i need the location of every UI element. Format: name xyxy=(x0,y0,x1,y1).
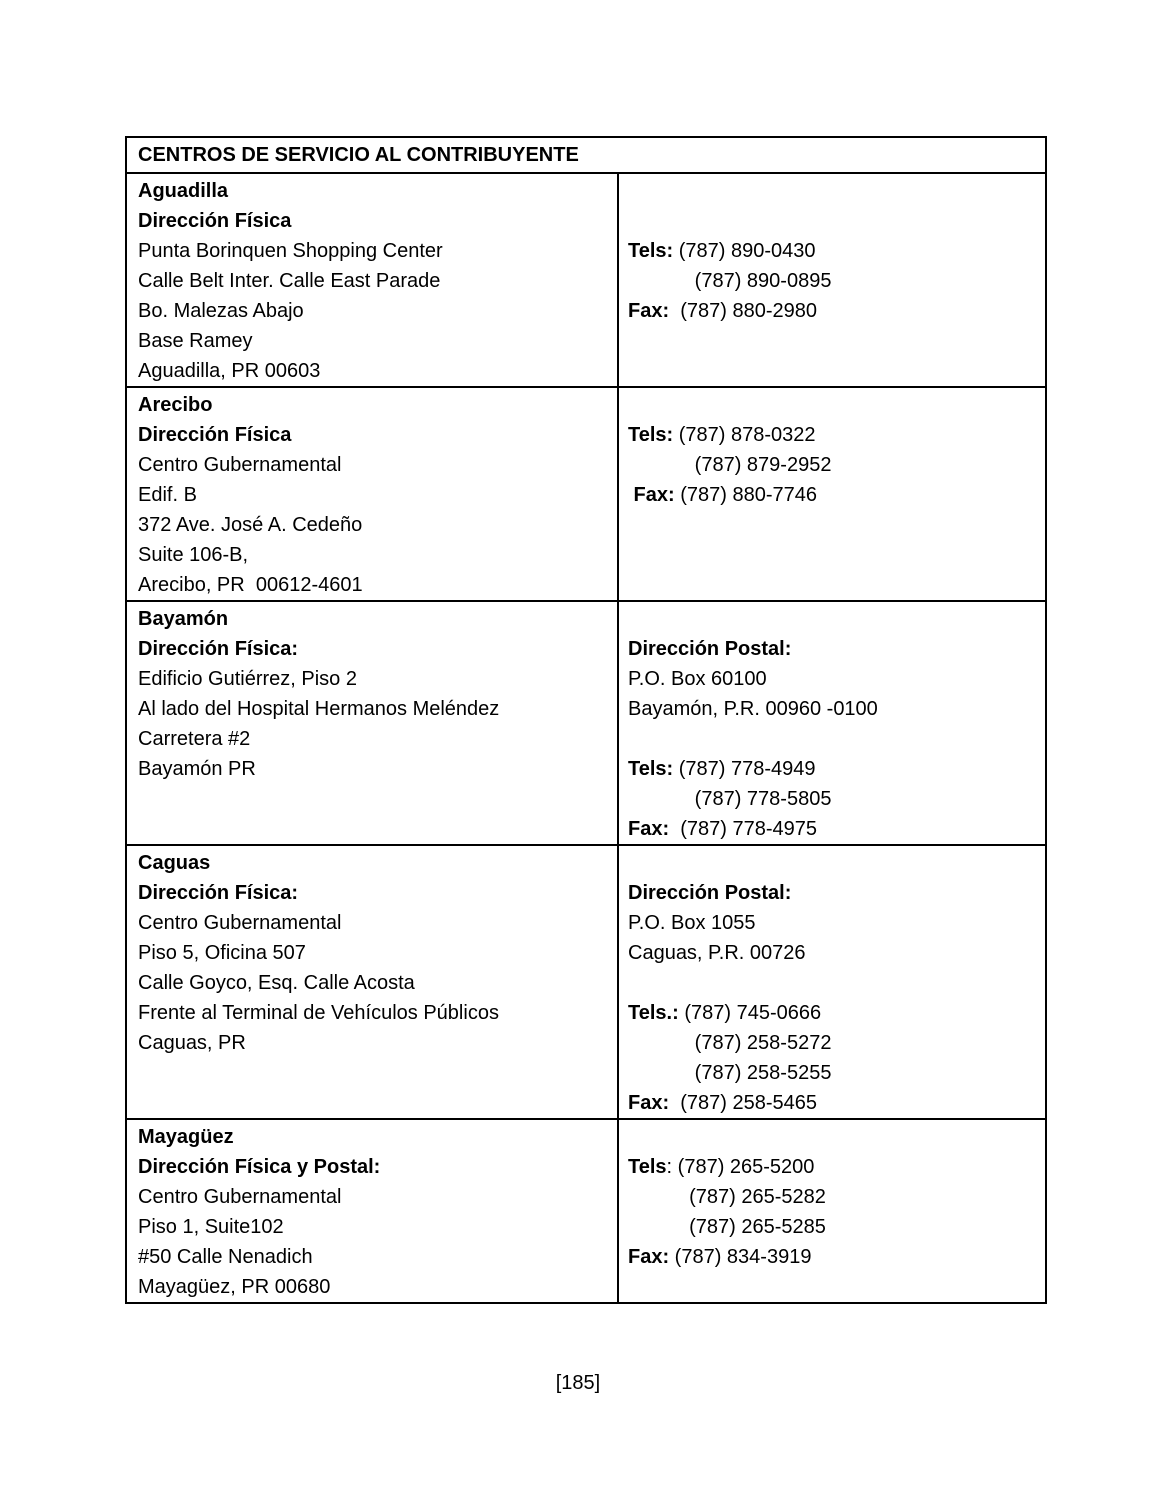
text-line: Base Ramey xyxy=(138,330,253,352)
bold-label: Fax: xyxy=(628,1246,670,1268)
text-line: Centro Gubernamental xyxy=(138,1186,342,1208)
text-line xyxy=(628,604,1037,634)
text-line: Piso 1, Suite102 xyxy=(138,1216,284,1238)
text-line xyxy=(628,878,1037,908)
text-line: Al lado del Hospital Hermanos Meléndez xyxy=(138,698,500,720)
text-line: Piso 5, Oficina 507 xyxy=(138,942,306,964)
bold-label: Dirección Postal: xyxy=(628,638,792,660)
bold-label: Tels.: xyxy=(628,1002,679,1024)
text-line: P.O. Box 1055 xyxy=(628,912,756,934)
text-line: Calle Goyco, Esq. Calle Acosta xyxy=(138,972,415,994)
text-line: Mayagüez, PR 00680 xyxy=(138,1276,331,1298)
contact-info-cell xyxy=(619,602,1045,844)
table-row xyxy=(127,388,1045,602)
text-line: Aguadilla, PR 00603 xyxy=(138,360,321,382)
physical-address-cell xyxy=(127,1120,619,1302)
table-title: CENTROS DE SERVICIO AL CONTRIBUYENTE xyxy=(127,138,1045,174)
text-line: (787) 258-5272 xyxy=(628,1032,832,1054)
text-line: (787) 778-5805 xyxy=(628,788,832,810)
text-line: Punta Borinquen Shopping Center xyxy=(138,240,443,262)
table-row xyxy=(127,174,1045,388)
text-line: Fax: (787) 258-5465 xyxy=(628,1092,818,1114)
text-line: (787) 265-5285 xyxy=(628,1216,826,1238)
bold-label: Fax: xyxy=(628,300,670,322)
text-line xyxy=(138,390,609,420)
text-line xyxy=(628,176,1037,206)
text-line xyxy=(138,634,609,664)
text-line xyxy=(138,878,609,908)
text-line: #50 Calle Nenadich xyxy=(138,1246,313,1268)
text-line: Tels: (787) 890-0430 xyxy=(628,240,816,262)
text-line: Caguas, P.R. 00726 xyxy=(628,942,806,964)
text-line xyxy=(138,176,609,206)
physical-address-cell xyxy=(127,846,619,1118)
text-line xyxy=(138,604,609,634)
text-line: Tels: (787) 878-0322 xyxy=(628,424,816,446)
text-line: Edificio Gutiérrez, Piso 2 xyxy=(138,668,357,690)
text-line xyxy=(628,724,1037,754)
text-line: Tels: (787) 778-4949 xyxy=(628,758,816,780)
text-line: (787) 890-0895 xyxy=(628,270,832,292)
contact-info-cell xyxy=(619,388,1045,600)
text-line: P.O. Box 60100 xyxy=(628,668,767,690)
bold-label: Caguas xyxy=(138,852,211,874)
text-line: Fax: (787) 880-2980 xyxy=(628,300,818,322)
bold-label: Dirección Postal: xyxy=(628,882,792,904)
table-row xyxy=(127,846,1045,1120)
text-line: Bayamón, P.R. 00960 -0100 xyxy=(628,698,878,720)
bold-label: Fax: xyxy=(628,1092,670,1114)
bold-label: Dirección Física xyxy=(138,210,292,232)
text-line: Bayamón PR xyxy=(138,758,256,780)
text-line xyxy=(138,1152,609,1182)
text-line: Bo. Malezas Abajo xyxy=(138,300,304,322)
bold-label: Dirección Física: xyxy=(138,638,299,660)
bold-label: Fax: xyxy=(628,818,670,840)
text-line: (787) 265-5282 xyxy=(628,1186,826,1208)
bold-label: Aguadilla xyxy=(138,180,229,202)
text-line xyxy=(138,206,609,236)
bold-label: Dirección Física y Postal: xyxy=(138,1156,381,1178)
text-line: Tels: (787) 265-5200 xyxy=(628,1156,815,1178)
bold-label: Tels: xyxy=(628,240,674,262)
text-line: Fax: (787) 880-7746 xyxy=(628,484,818,506)
service-centers-table-body xyxy=(127,174,1045,1302)
bold-label: Mayagüez xyxy=(138,1126,234,1148)
contact-info-cell xyxy=(619,174,1045,386)
text-line: (787) 258-5255 xyxy=(628,1062,832,1084)
text-line: Suite 106-B, xyxy=(138,544,249,566)
text-line xyxy=(628,390,1037,420)
bold-label: Fax: xyxy=(628,484,675,506)
text-line xyxy=(628,634,1037,664)
text-line: Caguas, PR xyxy=(138,1032,246,1054)
service-centers-table xyxy=(125,136,1047,1304)
text-line: Arecibo, PR 00612-4601 xyxy=(138,574,363,596)
physical-address-cell xyxy=(127,388,619,600)
text-line xyxy=(138,848,609,878)
text-line xyxy=(138,420,609,450)
text-line xyxy=(138,1122,609,1152)
bold-label: Tels: xyxy=(628,424,674,446)
contact-info-cell xyxy=(619,1120,1045,1302)
table-row xyxy=(127,1120,1045,1302)
table-row xyxy=(127,602,1045,846)
text-line xyxy=(628,968,1037,998)
contact-info-cell xyxy=(619,846,1045,1118)
text-line: Calle Belt Inter. Calle East Parade xyxy=(138,270,441,292)
bold-label: Dirección Física: xyxy=(138,882,299,904)
text-line xyxy=(628,848,1037,878)
bold-label: Dirección Física xyxy=(138,424,292,446)
text-line: Edif. B xyxy=(138,484,197,506)
physical-address-cell xyxy=(127,174,619,386)
page-number: [185] xyxy=(555,1372,601,1394)
text-line: Carretera #2 xyxy=(138,728,251,750)
text-line: Tels.: (787) 745-0666 xyxy=(628,1002,822,1024)
bold-label: Arecibo xyxy=(138,394,213,416)
bold-label: Tels xyxy=(628,1156,667,1178)
text-line: Frente al Terminal de Vehículos Públicos xyxy=(138,1002,499,1024)
text-line xyxy=(628,1122,1037,1152)
text-line: 372 Ave. José A. Cedeño xyxy=(138,514,363,536)
text-line: Centro Gubernamental xyxy=(138,912,342,934)
physical-address-cell xyxy=(127,602,619,844)
text-line xyxy=(628,206,1037,236)
bold-label: Tels: xyxy=(628,758,674,780)
text-line: Centro Gubernamental xyxy=(138,454,342,476)
text-line: Fax: (787) 834-3919 xyxy=(628,1246,812,1268)
text-line: Fax: (787) 778-4975 xyxy=(628,818,818,840)
text-line: (787) 879-2952 xyxy=(628,454,832,476)
bold-label: Bayamón xyxy=(138,608,229,630)
